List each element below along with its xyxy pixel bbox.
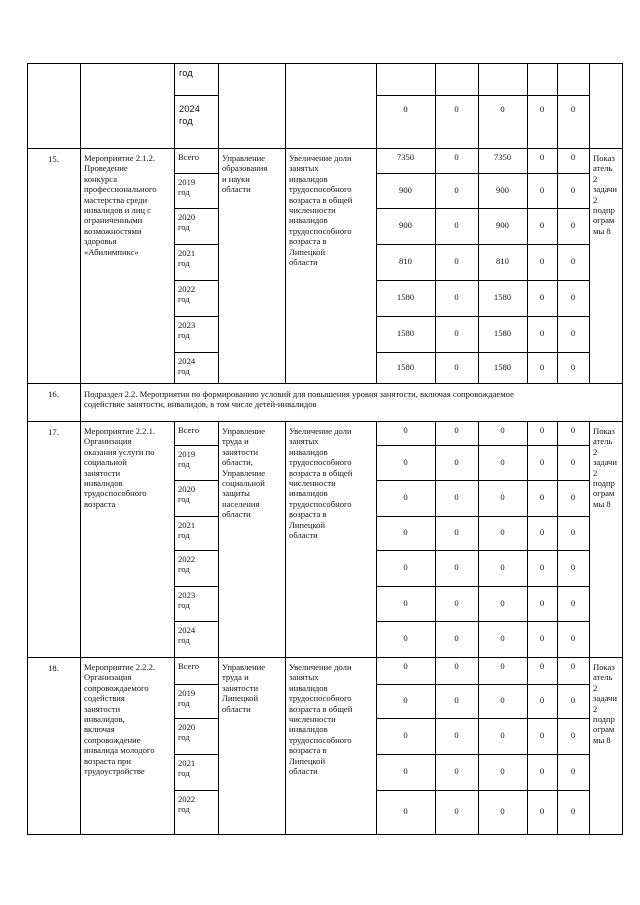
value-cell: 0 xyxy=(403,730,408,740)
indicator: Показ атель 2 задачи 2 подпр ограм мы 8 xyxy=(593,426,617,509)
value-cell: 0 xyxy=(570,598,576,608)
value-cell: 0 xyxy=(454,292,459,302)
value-cell: 0 xyxy=(403,527,408,537)
value-cell: 0 xyxy=(454,806,459,816)
year-row-border xyxy=(376,586,590,587)
value-cell: 0 xyxy=(539,527,545,537)
year-row-border xyxy=(376,316,590,317)
value-cell: 0 xyxy=(570,220,576,230)
year-label: 2021 год xyxy=(178,248,196,269)
year-row-border xyxy=(376,95,590,96)
value-cell: 0 xyxy=(500,527,505,537)
expected-result: Увеличение доли занятых инвалидов трудоспособного возраста в общей численности инвалидов трудоспособного возраста в Липецкой области xyxy=(289,662,353,777)
year-row-border xyxy=(376,550,590,551)
year-label: 2022 год xyxy=(178,794,196,815)
value-cell: 0 xyxy=(539,220,545,230)
section-header: Подраздел 2.2. Мероприятия по формированию условий для повышения уровня занятости, включая сопровождаемое содействие занятости, инвалидов, в том числе детей-инвалидов xyxy=(84,389,514,410)
year-row-border xyxy=(174,173,219,174)
value-cell: 0 xyxy=(500,766,505,776)
value-cell: 0 xyxy=(570,328,576,338)
value-cell: 0 xyxy=(454,598,459,608)
value-cell: 0 xyxy=(570,492,576,502)
row-border xyxy=(27,383,623,384)
table-top-border xyxy=(27,63,623,64)
value-cell: 0 xyxy=(570,661,576,671)
value-cell: 0 xyxy=(539,185,545,195)
value-cell: 7350 xyxy=(493,152,512,162)
year-label: 2019 год xyxy=(178,177,196,198)
value-cell: 900 xyxy=(399,220,412,230)
value-cell: 1580 xyxy=(493,362,512,372)
year-label: 2020 год xyxy=(178,484,196,505)
value-cell: 0 xyxy=(403,806,408,816)
table-left-border xyxy=(27,63,28,835)
value-cell: 0 xyxy=(539,562,545,572)
expected-result: Увеличение доли занятых инвалидов трудоспособного возраста в общей численности инвалидов трудоспособного возраста в Липецкой области xyxy=(289,426,353,541)
year-row-border xyxy=(174,621,219,622)
year-label: 2020 год xyxy=(178,212,196,233)
year-row-border xyxy=(376,790,590,791)
year-label: 2024 год xyxy=(178,625,196,646)
expected-result: Увеличение доли занятых инвалидов трудоспособного возраста в общей численности инвалидов трудоспособного возраста в Липецкой области xyxy=(289,153,353,268)
year-row-border xyxy=(376,718,590,719)
indicator: Показ атель 2 задачи 2 подпр ограм мы 8 xyxy=(593,662,617,745)
value-cell: 0 xyxy=(454,457,459,467)
value-cell: 0 xyxy=(539,292,545,302)
year-row-border xyxy=(376,173,590,174)
row-number: 17. xyxy=(48,427,59,437)
value-cell: 0 xyxy=(403,598,408,608)
year-label: 2019 год xyxy=(178,688,196,709)
indicator: Показ атель 2 задачи 2 подпр ограм мы 8 xyxy=(593,153,617,236)
year-label: 2021 год xyxy=(178,520,196,541)
year-row-border xyxy=(174,316,219,317)
year-row-border xyxy=(376,352,590,353)
value-cell: 0 xyxy=(500,562,505,572)
value-cell: 0 xyxy=(454,492,459,502)
measure-title: Мероприятие 2.1.2. Проведение конкурса профессионального мастерства среди инвалидов и лиц с ограниченными возможностями здоровья «Абилимпикс» xyxy=(84,153,157,257)
value-cell: 0 xyxy=(454,362,459,372)
value-cell: 0 xyxy=(403,425,408,435)
value-cell: 0 xyxy=(454,104,459,114)
year-row-border xyxy=(376,754,590,755)
column-border xyxy=(589,63,590,149)
value-cell: 0 xyxy=(454,633,459,643)
row-number: 15. xyxy=(48,154,59,164)
value-cell: 0 xyxy=(570,806,576,816)
value-cell: 0 xyxy=(500,730,505,740)
year-row-border xyxy=(376,516,590,517)
year-row-border xyxy=(376,280,590,281)
value-cell: 0 xyxy=(539,425,545,435)
measures-table xyxy=(27,63,622,834)
value-cell: 0 xyxy=(454,185,459,195)
value-cell: 0 xyxy=(500,492,505,502)
value-cell: 7350 xyxy=(396,152,415,162)
value-cell: 0 xyxy=(454,730,459,740)
value-cell: 0 xyxy=(539,328,545,338)
value-cell: 0 xyxy=(570,292,576,302)
year-row-border xyxy=(174,480,219,481)
value-cell: 0 xyxy=(539,152,545,162)
executor: Управление образования и науки области xyxy=(222,153,268,195)
value-cell: 0 xyxy=(570,256,576,266)
year-row-border xyxy=(174,754,219,755)
year-label: 2023 год xyxy=(178,590,196,611)
year-row-border xyxy=(376,621,590,622)
value-cell: 810 xyxy=(496,256,509,266)
column-border xyxy=(80,421,81,658)
value-cell: 0 xyxy=(570,104,576,114)
value-cell: 0 xyxy=(500,598,505,608)
year-row-border xyxy=(174,718,219,719)
value-cell: 0 xyxy=(454,562,459,572)
year-row-border xyxy=(376,480,590,481)
executor: Управление труда и занятости Липецкой области xyxy=(222,662,266,714)
year-row-border xyxy=(174,790,219,791)
year-label: 2020 год xyxy=(178,722,196,743)
value-cell: 0 xyxy=(403,695,408,705)
value-cell: 0 xyxy=(403,457,408,467)
column-border xyxy=(218,148,219,384)
year-label: год xyxy=(179,67,193,78)
value-cell: 1580 xyxy=(493,292,512,302)
value-cell: 0 xyxy=(403,104,408,114)
value-cell: 900 xyxy=(399,185,412,195)
value-cell: 0 xyxy=(500,104,505,114)
year-row-border xyxy=(174,208,219,209)
year-label: 2024 год xyxy=(179,103,200,126)
value-cell: 0 xyxy=(454,661,459,671)
value-cell: 0 xyxy=(570,457,576,467)
value-cell: 0 xyxy=(500,457,505,467)
column-border xyxy=(80,657,81,835)
value-cell: 0 xyxy=(403,562,408,572)
value-cell: 0 xyxy=(539,104,545,114)
value-cell: 0 xyxy=(454,425,459,435)
year-row-border xyxy=(376,244,590,245)
value-cell: 0 xyxy=(500,661,505,671)
column-border xyxy=(589,148,590,384)
year-row-border xyxy=(376,208,590,209)
measure-title: Мероприятие 2.2.1. Организация оказания услуги по социальной занятости инвалидов трудоспособного возраста xyxy=(84,426,156,509)
value-cell: 0 xyxy=(403,633,408,643)
year-row-border xyxy=(376,684,590,685)
value-cell: 0 xyxy=(500,633,505,643)
year-row-border xyxy=(174,352,219,353)
value-cell: 0 xyxy=(454,328,459,338)
value-cell: 0 xyxy=(570,527,576,537)
value-cell: 0 xyxy=(500,425,505,435)
column-border xyxy=(80,383,81,422)
value-cell: 0 xyxy=(570,562,576,572)
executor: Управление труда и занятости области, Управление социальной защиты населения области xyxy=(222,426,266,520)
measure-title: Мероприятие 2.2.2. Организация сопровождаемого содействия занятости инвалидов, включая сопровождение инвалида молодого возраста при трудоустройстве xyxy=(84,662,156,777)
value-cell: 0 xyxy=(570,425,576,435)
value-cell: 0 xyxy=(539,492,545,502)
value-cell: 900 xyxy=(496,220,509,230)
value-cell: 1580 xyxy=(396,362,415,372)
column-border xyxy=(218,421,219,658)
year-label: Всего xyxy=(178,661,200,671)
value-cell: 0 xyxy=(539,695,545,705)
column-border xyxy=(80,148,81,384)
value-cell: 1580 xyxy=(396,292,415,302)
column-border xyxy=(589,421,590,658)
row-number: 18. xyxy=(48,663,59,673)
value-cell: 0 xyxy=(539,598,545,608)
value-cell: 1580 xyxy=(396,328,415,338)
value-cell: 0 xyxy=(500,695,505,705)
value-cell: 0 xyxy=(539,633,545,643)
value-cell: 810 xyxy=(399,256,412,266)
value-cell: 0 xyxy=(570,766,576,776)
value-cell: 0 xyxy=(570,730,576,740)
value-cell: 0 xyxy=(539,457,545,467)
year-label: 2021 год xyxy=(178,758,196,779)
year-row-border xyxy=(376,445,590,446)
value-cell: 0 xyxy=(539,362,545,372)
value-cell: 0 xyxy=(539,806,545,816)
year-label: 2022 год xyxy=(178,284,196,305)
value-cell: 0 xyxy=(403,766,408,776)
value-cell: 0 xyxy=(500,806,505,816)
value-cell: 0 xyxy=(539,766,545,776)
year-row-border xyxy=(174,244,219,245)
year-row-border xyxy=(174,280,219,281)
column-border xyxy=(80,63,81,149)
value-cell: 1580 xyxy=(493,328,512,338)
value-cell: 0 xyxy=(570,362,576,372)
year-label: 2019 год xyxy=(178,449,196,470)
year-row-border xyxy=(174,95,219,96)
year-label: 2023 год xyxy=(178,320,196,341)
table-bottom-border xyxy=(27,834,623,835)
value-cell: 0 xyxy=(454,766,459,776)
row-border xyxy=(27,148,623,149)
value-cell: 0 xyxy=(403,661,408,671)
value-cell: 0 xyxy=(454,220,459,230)
value-cell: 0 xyxy=(539,730,545,740)
value-cell: 0 xyxy=(454,256,459,266)
value-cell: 0 xyxy=(570,152,576,162)
value-cell: 0 xyxy=(539,256,545,266)
year-row-border xyxy=(174,445,219,446)
value-cell: 0 xyxy=(403,492,408,502)
year-row-border xyxy=(174,550,219,551)
year-label: 2024 год xyxy=(178,356,196,377)
value-cell: 0 xyxy=(454,152,459,162)
year-row-border xyxy=(174,516,219,517)
year-row-border xyxy=(174,684,219,685)
value-cell: 0 xyxy=(454,695,459,705)
row-border xyxy=(27,657,623,658)
value-cell: 900 xyxy=(496,185,509,195)
year-row-border xyxy=(174,586,219,587)
row-number: 16. xyxy=(48,389,59,399)
year-label: Всего xyxy=(178,425,200,435)
value-cell: 0 xyxy=(570,695,576,705)
value-cell: 0 xyxy=(454,527,459,537)
column-border xyxy=(174,63,175,149)
value-cell: 0 xyxy=(570,185,576,195)
year-label: 2022 год xyxy=(178,554,196,575)
value-cell: 0 xyxy=(539,661,545,671)
row-border xyxy=(27,421,623,422)
value-cell: 0 xyxy=(570,633,576,643)
column-border xyxy=(285,63,286,149)
year-label: Всего xyxy=(178,152,200,162)
